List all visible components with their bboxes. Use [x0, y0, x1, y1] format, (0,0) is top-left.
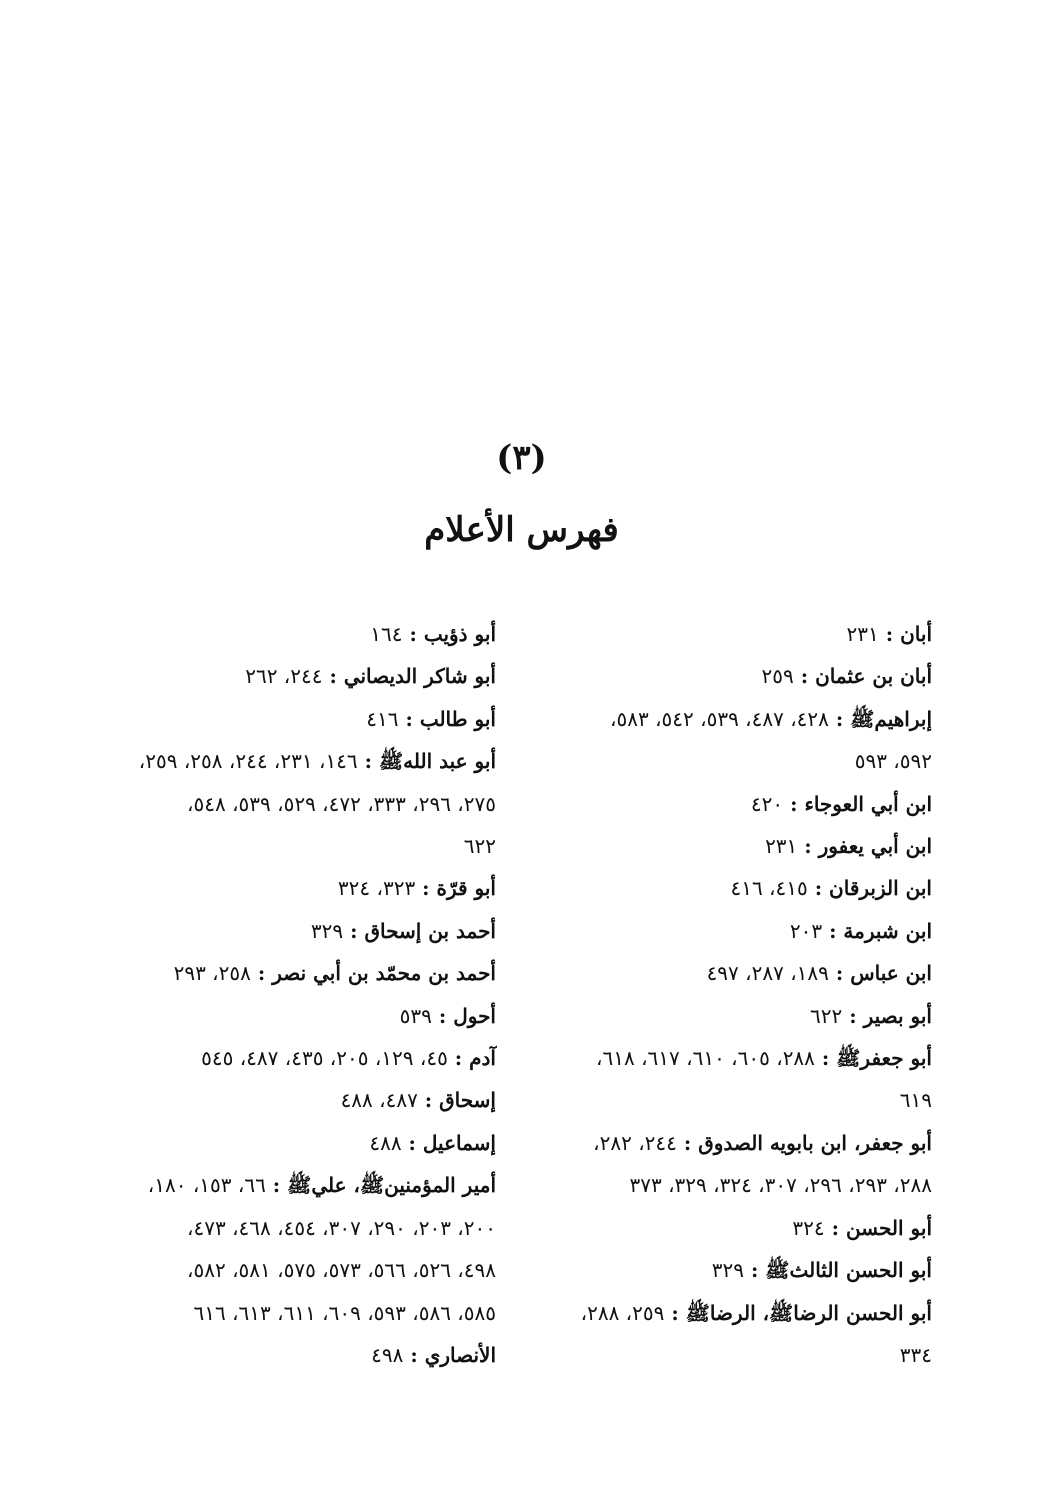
entry-name: إسماعيل [422, 1130, 496, 1155]
index-column-right [540, 613, 932, 1376]
entry-pages: ٢٥٩ [761, 664, 794, 689]
page-title: فهرس الأعلام [424, 510, 619, 550]
entry-name: أبان بن عثمان [815, 664, 932, 689]
entry-alias: ، علي [311, 1173, 360, 1198]
entry-name: أبو الحسن [845, 1215, 932, 1240]
entry-name: أبو قرّة [436, 876, 496, 901]
honorific-mark: ﷺ [850, 706, 875, 731]
index-entry: أبو قرّة : ٣٢٣، ٣٢٤ [337, 876, 496, 901]
entry-pages: ٣٢٩ [711, 1258, 744, 1283]
entry-name: أحمد بن إسحاق [364, 918, 496, 943]
section-number: (٣) [496, 438, 547, 478]
entry-pages: ٤٢٨، ٤٨٧، ٥٣٩، ٥٤٢، ٥٨٣، [610, 706, 829, 731]
entry-name: أحول [453, 1003, 496, 1028]
entry-name: إبراهيم [874, 706, 932, 731]
index-entry: أبان : ٢٣١ [846, 622, 932, 646]
entry-pages: ٤٢٠ [750, 791, 784, 816]
entry-pages: ٤٨٨ [369, 1130, 402, 1155]
entry-pages: ٥٣٩ [399, 1003, 432, 1028]
entry-name: أبو جعفر [860, 1046, 932, 1071]
honorific-mark: ﷺ [359, 1173, 385, 1198]
entry-pages: ٣٢٣، ٣٢٤ [337, 876, 416, 901]
index-entry: أبو شاكر الديصاني : ٢٤٤، ٢٦٢ [245, 664, 496, 689]
entry-continuation: ٢٨٨، ٢٩٣، ٢٩٦، ٣٠٧، ٣٢٤، ٣٢٩، ٣٧٣ [629, 1173, 932, 1198]
index-entry: ابن أبي العوجاء : ٤٢٠ [750, 791, 932, 816]
entry-name: أبو الحسن الثالث [789, 1258, 932, 1283]
index-entry: أحمد بن محمّد بن أبي نصر : ٢٥٨، ٢٩٣ [173, 961, 496, 986]
entry-pages: ٢٨٨، ٦٠٥، ٦١٠، ٦١٧، ٦١٨، [596, 1046, 815, 1071]
entry-alias: ، الرضا [709, 1300, 770, 1325]
entry-pages: ١٨٩، ٢٨٧، ٤٩٧ [706, 961, 829, 986]
entry-continuation: ٤٩٨، ٥٢٦، ٥٦٦، ٥٧٣، ٥٧٥، ٥٨١، ٥٨٢، [187, 1258, 496, 1283]
entry-pages: ٦٦، ١٥٣، ١٨٠، [147, 1173, 266, 1198]
entry-pages: ٣٢٤ [792, 1215, 825, 1240]
entry-pages: ١٦٤ [370, 622, 403, 646]
index-entry: ابن أبي يعفور : ٢٣١ [765, 834, 932, 859]
index-entry: ابن الزبرقان : ٤١٥، ٤١٦ [730, 876, 932, 901]
entry-name: ابن شبرمة [843, 918, 932, 943]
entry-pages: ٣٢٩ [310, 918, 344, 943]
entry-pages: ٤٥، ١٢٩، ٢٠٥، ٤٣٥، ٤٨٧، ٥٤٥ [201, 1046, 448, 1071]
honorific-mark: ﷺ [769, 1300, 794, 1325]
honorific-mark: ﷺ [765, 1258, 790, 1283]
entry-name: ابن الزبرقان [829, 876, 932, 901]
entry-name: الأنصاري [424, 1342, 496, 1367]
honorific-mark: ﷺ [836, 1046, 861, 1071]
honorific-mark: ﷺ [378, 749, 404, 774]
index-entry: أبو جعفرﷺ : ٢٨٨، ٦٠٥، ٦١٠، ٦١٧، ٦١٨، [596, 1046, 932, 1071]
entry-name: إسحاق [439, 1088, 496, 1113]
entry-pages: ٤١٦ [366, 706, 399, 731]
entry-name: ابن عباس [850, 961, 932, 986]
index-entry: أبو طالب : ٤١٦ [366, 706, 496, 731]
index-entry: إسماعيل : ٤٨٨ [369, 1130, 496, 1155]
entry-name: أبو جعفر، ابن بابويه الصدوق [698, 1130, 932, 1155]
entry-name: ابن أبي العوجاء [804, 791, 932, 816]
index-entry: إبراهيمﷺ : ٤٢٨، ٤٨٧، ٥٣٩، ٥٤٢، ٥٨٣، [610, 706, 932, 731]
index-entry: إسحاق : ٤٨٧، ٤٨٨ [340, 1088, 496, 1113]
entry-pages: ٢٥٩، ٢٨٨، [580, 1300, 665, 1325]
entry-name: أبو ذؤيب [423, 622, 496, 646]
index-entry: آدم : ٤٥، ١٢٩، ٢٠٥، ٤٣٥، ٤٨٧، ٥٤٥ [201, 1046, 496, 1071]
entry-continuation: ٦١٩ [899, 1088, 932, 1113]
entry-pages: ٢٤٤، ٢٨٢، [593, 1130, 677, 1155]
entry-pages: ٤١٥، ٤١٦ [730, 876, 808, 901]
index-entry: أبان بن عثمان : ٢٥٩ [761, 664, 932, 689]
entry-name: أبان [900, 622, 932, 646]
index-entry: أبو الحسن الثالثﷺ : ٣٢٩ [711, 1258, 932, 1283]
entry-continuation: ٣٣٤ [899, 1342, 932, 1367]
entry-continuation: ٥٨٥، ٥٨٦، ٥٩٣، ٦٠٩، ٦١١، ٦١٣، ٦١٦ [193, 1300, 496, 1325]
entry-name: ابن أبي يعفور [818, 834, 932, 859]
index-entry: أبو عبد اللهﷺ : ١٤٦، ٢٣١، ٢٤٤، ٢٥٨، ٢٥٩، [138, 749, 496, 774]
entry-name: أبو بصير [863, 1003, 932, 1028]
entry-name: أبو شاكر الديصاني [343, 664, 496, 689]
entry-name: أحمد بن محمّد بن أبي نصر [272, 961, 496, 986]
index-column-left [100, 613, 496, 1376]
entry-continuation: ٦٢٢ [463, 834, 496, 859]
entry-name: أبو عبد الله [403, 749, 496, 774]
honorific-mark: ﷺ [685, 1300, 710, 1325]
index-entry: أبو ذؤيب : ١٦٤ [370, 622, 496, 646]
entry-pages: ٤٨٧، ٤٨٨ [340, 1088, 418, 1113]
entry-pages: ٦٢٢ [810, 1003, 843, 1028]
index-entry: أبو الحسن : ٣٢٤ [792, 1215, 932, 1240]
entry-pages: ٢٥٨، ٢٩٣ [173, 961, 251, 986]
entry-pages: ١٤٦، ٢٣١، ٢٤٤، ٢٥٨، ٢٥٩، [138, 749, 358, 774]
honorific-mark: ﷺ [287, 1173, 312, 1198]
entry-pages: ٢٠٣ [789, 918, 823, 943]
entry-continuation: ٢٧٥، ٢٩٦، ٣٣٣، ٤٧٢، ٥٢٩، ٥٣٩، ٥٤٨، [187, 791, 496, 816]
index-entry: أبو الحسن الرضاﷺ، الرضاﷺ : ٢٥٩، ٢٨٨، [580, 1300, 932, 1325]
index-entry: أبو جعفر، ابن بابويه الصدوق : ٢٤٤، ٢٨٢، [593, 1130, 932, 1155]
entry-name: أبو الحسن الرضا [793, 1300, 932, 1325]
index-entry: أمير المؤمنينﷺ، عليﷺ : ٦٦، ١٥٣، ١٨٠، [147, 1173, 496, 1198]
entry-pages: ٢٣١ [846, 622, 879, 646]
entry-pages: ٤٩٨ [371, 1342, 404, 1367]
entry-pages: ٢٣١ [765, 834, 798, 859]
entry-name: أبو طالب [419, 706, 496, 731]
index-entry: أبو بصير : ٦٢٢ [810, 1003, 932, 1028]
index-entry: الأنصاري : ٤٩٨ [371, 1342, 496, 1367]
index-entry: ابن شبرمة : ٢٠٣ [789, 918, 932, 943]
index-entry: أحمد بن إسحاق : ٣٢٩ [310, 918, 496, 943]
entry-name: أمير المؤمنين [384, 1173, 496, 1198]
entry-continuation: ٥٩٢، ٥٩٣ [854, 749, 932, 774]
entry-pages: ٢٤٤، ٢٦٢ [245, 664, 323, 689]
entry-name: آدم [469, 1046, 496, 1071]
index-entry: أحول : ٥٣٩ [399, 1003, 496, 1028]
entry-continuation: ٢٠٠، ٢٠٣، ٢٩٠، ٣٠٧، ٤٥٤، ٤٦٨، ٤٧٣، [187, 1215, 496, 1240]
index-entry: ابن عباس : ١٨٩، ٢٨٧، ٤٩٧ [706, 961, 932, 986]
